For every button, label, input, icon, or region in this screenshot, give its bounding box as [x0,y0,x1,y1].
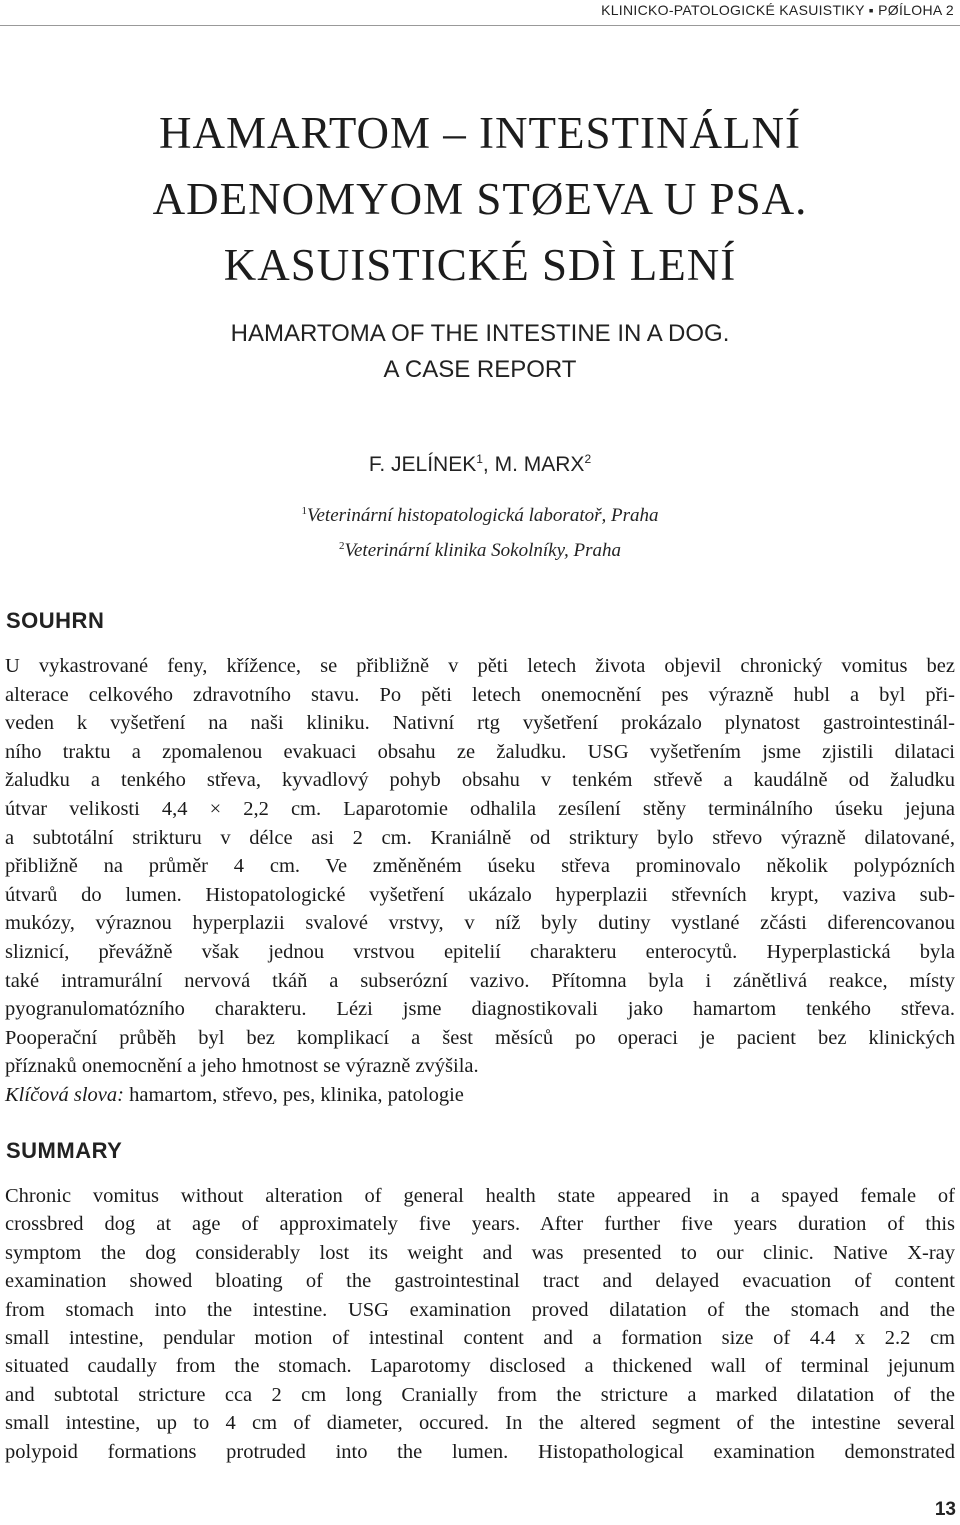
authors: F. JELÍNEK$^1$, M. MARX$^2$ [368,452,592,476]
affiliation [0,531,960,566]
summary-line: and subtotal stricture cca 2 cm long Cranially from the stricture a marked dilatation of the [5,1383,955,1406]
keywords-label: Klíčová slova: [5,1083,124,1106]
keywords-line [5,1081,955,1110]
abstract-line: Pooperační průběh byl bez komplikací a šest měsíců po operaci je pacient bez klinických [5,1026,955,1049]
summary-line: from stomach into the intestine. USG examination proved dilatation of the stomach and the [5,1298,955,1321]
summary-line: symptom the dog considerably lost its weight and was presented to our clinic. Native X-ray [5,1241,955,1264]
summary-line: small intestine, up to 4 cm of diameter, occured. In the altered segment of the intestine several [5,1412,955,1435]
summary-line: crossbred dog at age of approximately five years. After further five years duration of this [5,1213,955,1236]
article-title [0,100,960,298]
affiliation-text: Veterinární histopatologická laboratoř, Praha [307,505,659,526]
summary-line: small intestine, pendular motion of intestinal content and a formation size of 4.4 x 2.2 cm [5,1326,955,1349]
abstract-line: a subtotální strikturu v délce asi 2 cm. Kraniálně od striktury bylo střevo výrazně dilatované, [5,826,955,849]
author-affiliation-mark: 2 [584,452,592,466]
abstract-line: příznaků onemocnění a jeho hmotnost se výrazně zvýšila. [5,1055,479,1078]
souhrn-abstract [5,652,955,1110]
abstract-line: žaludku a tenkého střeva, kyvadlový pohyb obsahu v tenkém střevě a kaudálně od žaludku [5,769,955,792]
affiliation-mark: 1 [301,505,307,517]
abstract-line: ního traktu a zpomalenou evakuaci obsahu ze žaludku. USG vyšetřením jsme zjistili dilataci [5,740,955,763]
abstract-line: veden k vyšetření na naši kliniku. Nativní rtg vyšetření prokázalo plynatost gastrointestinál- [5,712,955,735]
abstract-line: útvar velikosti 4,4 × 2,2 cm. Laparotomie odhalila zesílení stěny terminálního úseku jejuna [5,797,955,820]
abstract-line: U vykastrované feny, křížence, se přibližně v pěti letech života objevil chronický vomitus bez [5,655,955,677]
abstract-line: alterace celkového zdravotního stavu. Po pěti letech onemocnění pes výrazně hubl a byl při- [5,683,955,706]
author-name: M. MARX [494,453,585,476]
affiliation [0,496,960,531]
author-affiliation-mark: 1 [476,452,483,466]
affiliation-mark: 2 [338,540,345,552]
subtitle-line: A CASE REPORT [383,356,577,383]
summary-line: Chronic vomitus without alteration of general health state appeared in a spayed female of [5,1185,955,1207]
summary-abstract [5,1182,955,1466]
summary-heading: SUMMARY [6,1138,123,1163]
title-line: HAMARTOM – INTESTINÁLNÍ [159,108,801,158]
abstract-line: útvarů do lumen. Histopatologické vyšetření ukázalo hyperplazii střevních krypt, vaziva sub- [5,883,955,906]
abstract-line: přibližně na průměr 4 cm. Ve změněném úseku střeva prominovalo několik polypózních [5,855,955,878]
subtitle-line: HAMARTOMA OF THE INTESTINE IN A DOG. [230,320,730,347]
title-line: ADENOMYOM STØEVA U PSA. [152,174,808,224]
souhrn-heading: SOUHRN [6,608,105,633]
abstract-line: pyogranulomatózního charakteru. Lézi jsme diagnostikovali jako hamartom tenkého střeva. [5,998,955,1021]
page-number: 13 [934,1499,956,1520]
summary-line: examination showed bloating of the gastrointestinal tract and delayed evacuation of content [5,1270,955,1293]
affiliation-text: Veterinární klinika Sokolníky, Praha [344,540,621,561]
affiliations [0,496,960,566]
author-name: F. JELÍNEK [368,453,477,476]
abstract-line: mukózy, výraznou hyperplazii svalové vrstvy, v níž byly dutiny vystlané zčásti diferencovanou [5,912,955,935]
summary-line: situated caudally from the stomach. Laparotomy disclosed a thickened wall of terminal jejunum [5,1355,955,1378]
header-rule [0,25,960,26]
abstract-line: sliznicí, převážně však jednou vrstvou epitelií charakteru enterocytů. Hyperplastická byla [5,940,955,963]
english-title [0,316,960,388]
keywords-text: hamartom, střevo, pes, klinika, patologie [124,1083,464,1106]
summary-line: polypoid formations protruded into the lumen. Histopathological examination demonstrated [5,1440,955,1463]
running-header: KLINICKO-PATOLOGICKÉ KASUISTIKY ▪ PØÍLOHA 2 [601,2,954,18]
title-line: KASUISTICKÉ SDÌ LENÍ [223,240,737,290]
abstract-line: také intramurální nervová tkáň a subserózní vazivo. Přítomna byla i zánětlivá reakce, místy [5,969,955,992]
